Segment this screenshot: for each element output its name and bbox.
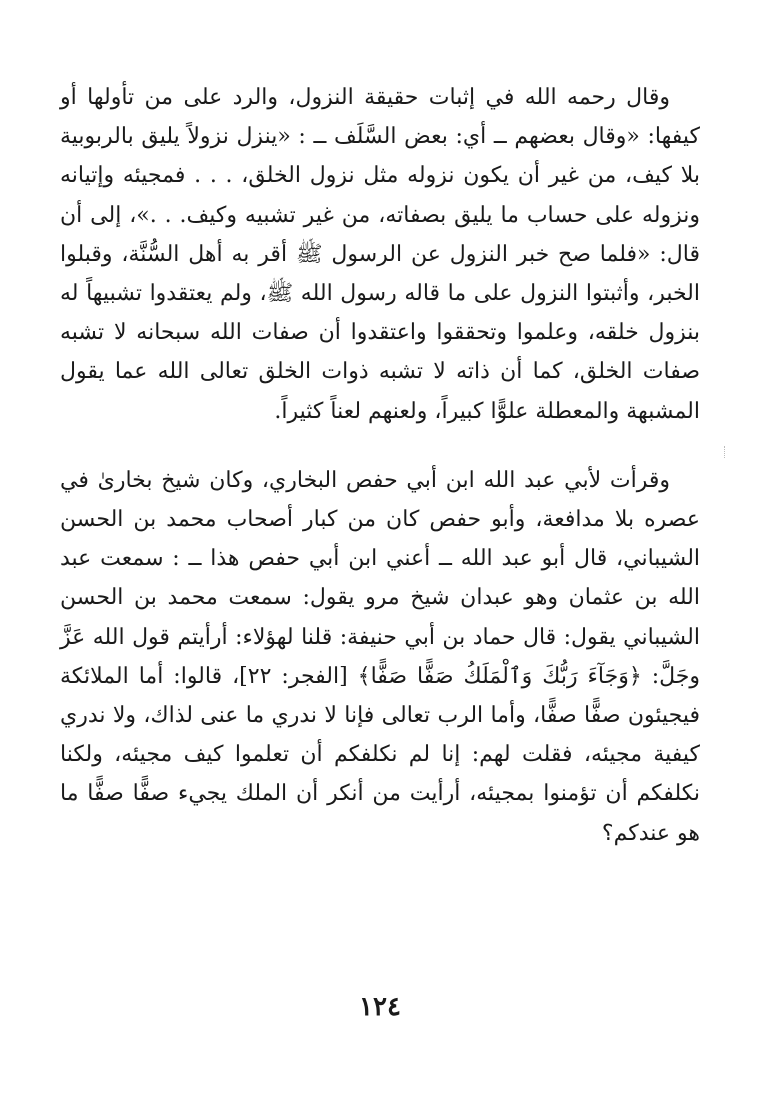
page-number: ١٢٤ (359, 992, 401, 1022)
text-line: لهم: إنا لم نكلفكم أن تعلموا كيف مجيئه، ولكنا نكلفكم أن تؤمنوا (60, 742, 700, 807)
text-line: تعالى فإنا لا ندري ما عنى لذاك، ولا ندري كيفية مجيئه، فقلت (60, 703, 701, 768)
text-line: محمد بن الحسن الشيباني، قال أبو عبد الله ــ أعني ابن أبي حفص (60, 507, 701, 572)
paragraph-abi-hafs (60, 461, 700, 853)
text-line: هذا ــ : سمعت عبد الله بن عثمان وهو عبدان شيخ مرو يقول: (60, 546, 700, 611)
text-line: رسول الله ﷺ، ولم يعتقدوا تشبيهاً له بنزول خلقه، وعلموا وتحققوا (60, 281, 700, 346)
text-line: فمجيئه وإتيانه ونزوله على حساب ما يليق بصفاته، من غير تشبيه (60, 163, 700, 228)
text-line: لا تشبه ذوات الخلق تعالى الله عما يقول المشبهة والمعطلة علوًّا (60, 359, 700, 424)
paragraph-nuzul (60, 78, 700, 431)
text-line: واعتقدوا أن صفات الله سبحانه لا تشبه صفات الخلق، كما أن ذاته (60, 320, 700, 385)
text-line: وقال رحمه الله في إثبات حقيقة النزول، والرد على من تأولها (87, 85, 670, 110)
text-line: [الفجر: ٢٢]، قالوا: أما الملائكة فيجيئون صفًّا صفًّا، وأما الرب (60, 663, 700, 729)
margin-mark (724, 446, 729, 458)
text-line: بمجيئه، أرأيت من أنكر أن الملك يجيء صفًّا صفًّا ما هو عندكم؟ (60, 781, 700, 846)
text-line: بالربوبية بلا كيف، من غير أن يكون نزوله مثل نزول الخلق، . . . (60, 124, 700, 189)
text-line: كبيراً، ولعنهم لعناً كثيراً. (274, 398, 484, 424)
text-line: وقرأت لأبي عبد الله ابن أبي حفص البخاري، وكان شيخ (161, 467, 670, 493)
text-line: وكيف. . .»، إلى أن قال: «فلما صح خبر النزول عن الرسول ﷺ (60, 202, 700, 267)
text-line: قلنا لهؤلاء: أرأيتم قول الله عَزَّ وجَلَّ: ﴿وَجَآءَ رَبُّكَ وَٱلْمَلَكُ صَفًّا صَفًّا﴾ (60, 624, 700, 689)
text-line: أقر به أهل السُّنَّة، وقبلوا الخبر، وأثبتوا النزول على ما قاله (60, 241, 700, 307)
text-line: بخارىٰ في عصره بلا مدافعة، وأبو حفص كان من كبار أصحاب (60, 467, 700, 533)
page-body (60, 78, 700, 853)
text-line: سمعت محمد بن الحسن الشيباني يقول: قال حماد بن أبي حنيفة: (60, 585, 700, 650)
text-line: أو كيفها: «وقال بعضهم ــ أي: بعض السَّلَف ــ : «ينزل نزولاً يليق (60, 85, 700, 150)
